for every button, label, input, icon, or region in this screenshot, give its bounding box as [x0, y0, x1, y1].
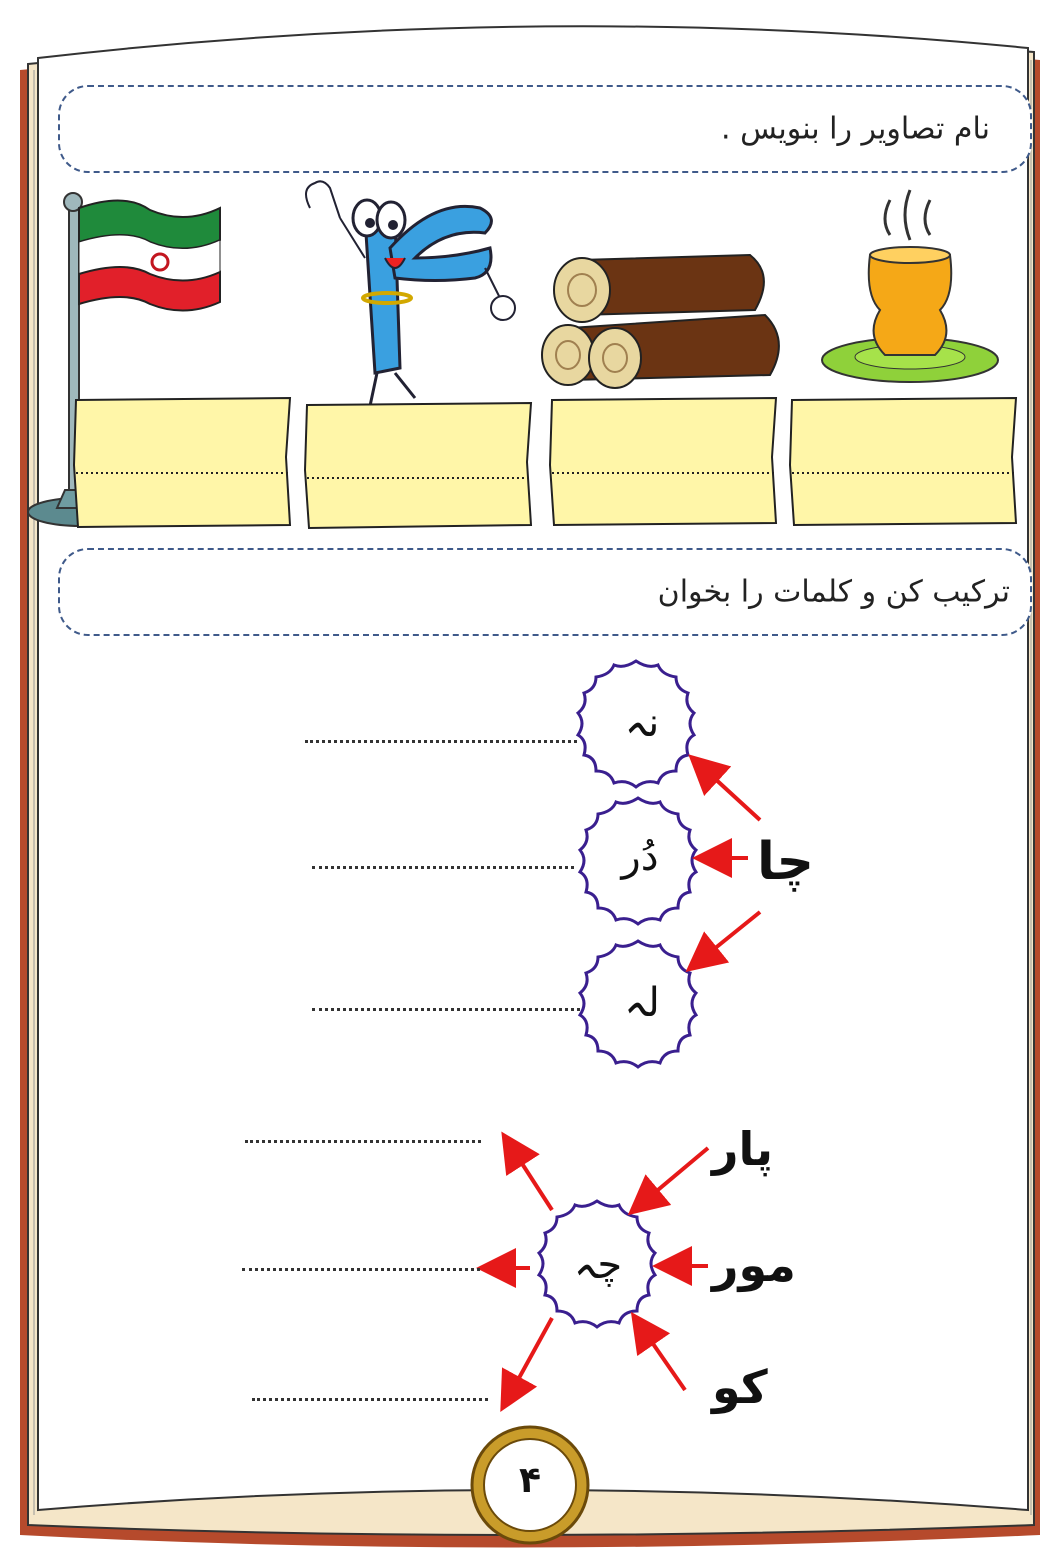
answer-line-6[interactable] — [252, 1398, 488, 1401]
answer-line-2[interactable] — [312, 866, 574, 869]
answer-line-5[interactable] — [242, 1268, 480, 1271]
syllable-ending-2: دُر — [621, 834, 659, 880]
center-syllable: چہ — [573, 1242, 623, 1288]
instruction-write-names: نام تصاویر را بنویس . — [721, 111, 990, 147]
syllable-ending-1: نہ — [624, 700, 660, 746]
arrow-in-1 — [640, 1148, 708, 1205]
page-number: ۴ — [519, 1460, 541, 1501]
start-word-1: پار — [712, 1122, 774, 1176]
arrow-3 — [698, 912, 760, 962]
arrow-out-1 — [510, 1145, 552, 1210]
base-syllable: چا — [757, 832, 815, 892]
arrow-in-3 — [640, 1325, 685, 1390]
answer-line-3[interactable] — [312, 1008, 580, 1011]
start-word-2: مور — [712, 1238, 796, 1292]
answer-line-1[interactable] — [305, 740, 577, 743]
arrow-out-3 — [508, 1318, 552, 1398]
arrow-1 — [700, 765, 760, 820]
answer-line-4[interactable] — [245, 1140, 481, 1143]
syllable-ending-3: لہ — [624, 980, 660, 1026]
instruction-combine-read: ترکیب کن و کلمات را بخوان — [657, 574, 1010, 610]
start-word-3: کو — [712, 1360, 768, 1414]
